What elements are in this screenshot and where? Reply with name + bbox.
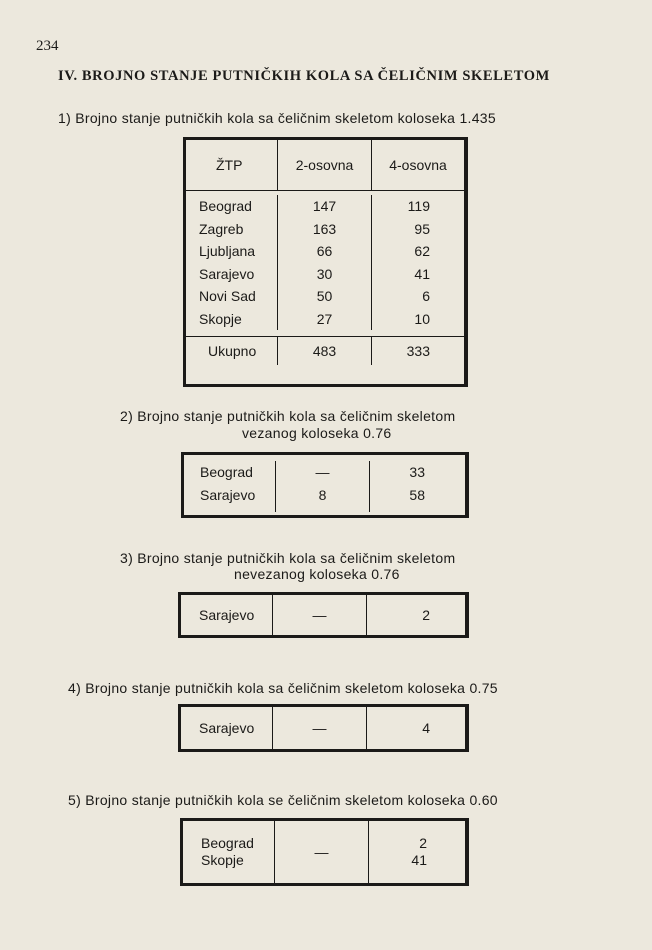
section-1-heading: 1) Brojno stanje putničkih kola sa čeličnim skeletom koloseka 1.435 <box>58 110 496 126</box>
row-railway-name: Sarajevo <box>186 263 278 286</box>
chapter-title: IV. BROJNO STANJE PUTNIČKIH KOLA SA ČELIČNIM SKELETOM <box>58 68 550 84</box>
total-label: Ukupno <box>186 337 278 365</box>
row-railway-name: Skopje <box>186 308 278 331</box>
column-header-4-osovna: 4-osovna <box>389 157 447 173</box>
row-2-axle-count: 30 <box>278 263 372 286</box>
table-row <box>181 595 465 635</box>
section-3-heading-line-1: 3) Brojno stanje putničkih kola sa čeličnim skeletom <box>120 550 456 566</box>
row-2-axle-count: — <box>314 844 329 860</box>
row-4-axle-count: 58 <box>409 486 425 503</box>
row-4-axle-count: 2 <box>419 835 427 851</box>
four-axle-cell <box>369 821 465 883</box>
row-railway-name: Ljubljana <box>186 240 278 263</box>
row-4-axle-count: 41 <box>411 852 427 868</box>
row-railway-name: Beograd <box>186 195 278 218</box>
row-railway-name: Sarajevo <box>184 484 276 512</box>
table-total-row <box>186 336 464 365</box>
section-4-heading: 4) Brojno stanje putničkih kola sa čeličnim skeletom koloseka 0.75 <box>68 680 498 696</box>
row-railway-name: Sarajevo <box>181 707 273 749</box>
row-4-axle-count: 2 <box>422 607 430 623</box>
row-4-axle-count: 95 <box>414 220 430 237</box>
section-3-heading-line-2: nevezanog koloseka 0.76 <box>234 566 400 582</box>
table-row <box>184 461 465 484</box>
section-2-heading-line-1: 2) Brojno stanje putničkih kola sa čeličnim skeletom <box>120 408 456 424</box>
row-4-axle-count: 119 <box>407 198 430 214</box>
row-railway-name: Skopje <box>201 852 244 868</box>
table-section-4 <box>178 704 469 752</box>
two-axle-cell <box>275 821 369 883</box>
column-header-ztp: ŽTP <box>186 140 278 190</box>
row-2-axle-count: 27 <box>278 308 372 331</box>
table-section-1 <box>183 137 468 387</box>
row-4-axle-count: 41 <box>414 265 430 282</box>
row-railway-name: Zagreb <box>186 218 278 241</box>
column-header-2-osovna: 2-osovna <box>278 140 372 190</box>
table-row <box>186 240 464 263</box>
row-2-axle-count: 147 <box>278 195 372 218</box>
row-4-axle-count: 6 <box>422 288 430 304</box>
row-2-axle-count: — <box>273 595 367 635</box>
table-section-3 <box>178 592 469 638</box>
row-4-axle-count: 10 <box>414 310 430 327</box>
table-row <box>186 308 464 331</box>
table-header-row <box>186 140 464 191</box>
table-section-5 <box>180 818 469 886</box>
section-2-heading-line-2: vezanog koloseka 0.76 <box>242 425 392 441</box>
row-4-axle-count: 62 <box>414 243 430 259</box>
row-railway-name: Novi Sad <box>186 285 278 308</box>
row-2-axle-count: 8 <box>276 484 370 512</box>
row-2-axle-count: 163 <box>278 218 372 241</box>
row-4-axle-count: 33 <box>409 464 425 480</box>
table-row <box>186 195 464 218</box>
total-4-axle: 333 <box>406 343 430 359</box>
railway-names-cell <box>183 821 275 883</box>
row-4-axle-count: 4 <box>422 720 430 736</box>
table-row <box>184 484 465 512</box>
table-row <box>186 218 464 241</box>
table-section-2 <box>181 452 469 518</box>
table-row <box>181 707 465 749</box>
section-5-heading: 5) Brojno stanje putničkih kola se čeličnim skeletom koloseka 0.60 <box>68 792 498 808</box>
row-2-axle-count: 66 <box>278 240 372 263</box>
row-railway-name: Beograd <box>201 835 254 851</box>
row-2-axle-count: 50 <box>278 285 372 308</box>
row-2-axle-count: — <box>276 461 370 484</box>
table-row <box>186 285 464 308</box>
table-row <box>186 263 464 286</box>
row-2-axle-count: — <box>273 707 367 749</box>
row-railway-name: Beograd <box>184 461 276 484</box>
page-number: 234 <box>36 38 59 54</box>
total-2-axle: 483 <box>278 337 372 365</box>
row-railway-name: Sarajevo <box>181 595 273 635</box>
